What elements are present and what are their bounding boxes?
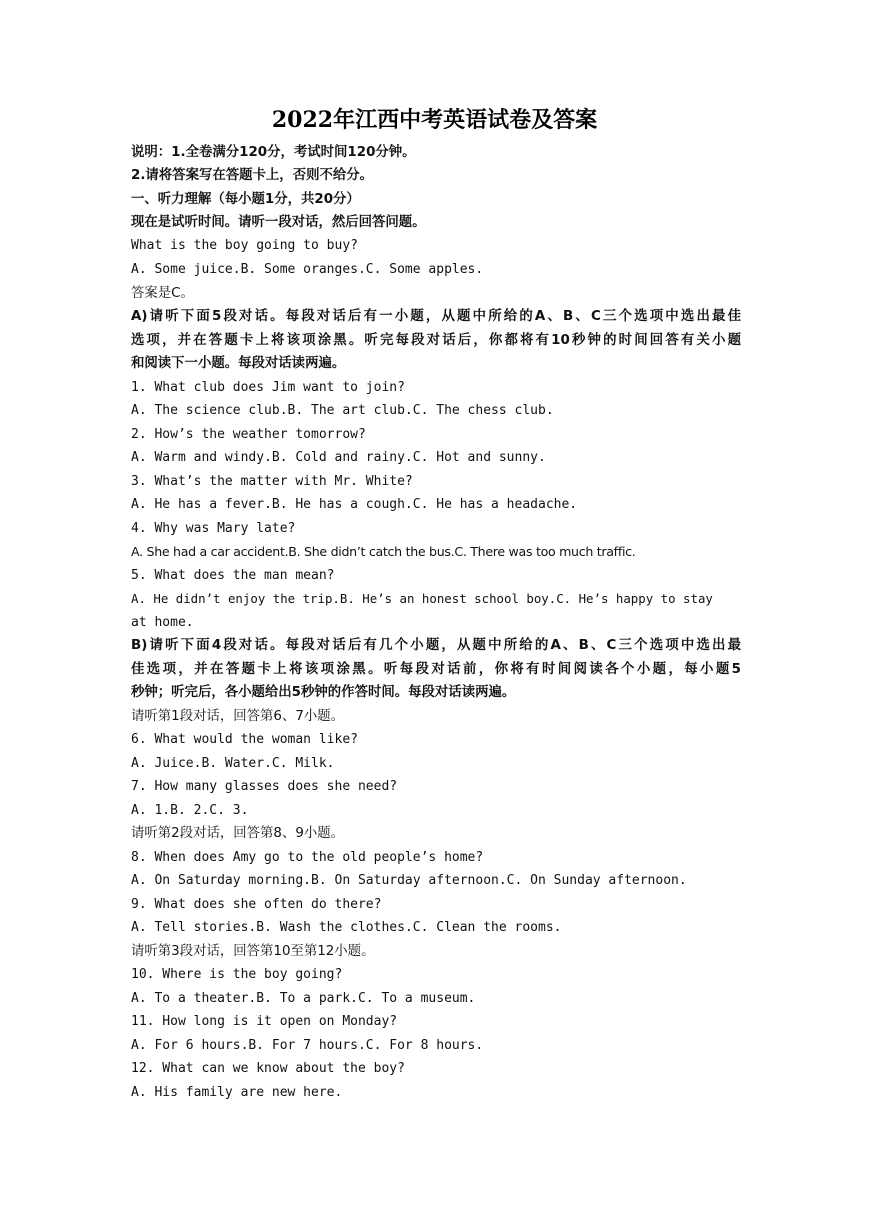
question-text: 5. What does the man mean? xyxy=(131,568,335,583)
question-text: 11. How long is it open on Monday? xyxy=(131,1014,398,1029)
question-text: 4. Why was Mary late? xyxy=(131,521,296,536)
answer-options: A. On Saturday morning.B. On Saturday afternoon.C. On Sunday afternoon. xyxy=(131,873,687,888)
answer-options: A. Tell stories.B. Wash the clothes.C. Clean the rooms. xyxy=(131,920,562,935)
answer-options: A. Juice.B. Water.C. Milk. xyxy=(131,756,335,771)
answer-options-continued: at home. xyxy=(131,615,194,630)
answer-options: A. He has a fever.B. He has a cough.C. He has a headache. xyxy=(131,497,578,512)
answer-options: A. To a theater.B. To a park.C. To a museum. xyxy=(131,991,476,1006)
answer-options: A. 1.B. 2.C. 3. xyxy=(131,803,249,818)
instruction-text: 佳选项，并在答题卡上将该项涂黑。听每段对话前，你将有时间阅读各个小题，每小题5 xyxy=(131,662,741,677)
dialogue-intro: 请听第3段对话，回答第10至第12小题。 xyxy=(131,944,375,959)
question-text: 6. What would the woman like? xyxy=(131,732,358,747)
answer-options: A. His family are new here. xyxy=(131,1085,343,1100)
question-text: What is the boy going to buy? xyxy=(131,238,358,253)
answer-options: A. Warm and windy.B. Cold and rainy.C. Hot and sunny. xyxy=(131,450,546,465)
instructions-note: 说明：1.全卷满分120分，考试时间120分钟。 xyxy=(131,145,416,160)
answer-text: 答案是C。 xyxy=(131,286,194,301)
question-text: 2. How’s the weather tomorrow? xyxy=(131,427,366,442)
question-text: 12. What can we know about the boy? xyxy=(131,1061,405,1076)
answer-options: A. He didn’t enjoy the trip.B. He’s an honest school boy.C. He’s happy to stay xyxy=(131,591,713,606)
answer-options: A. She had a car accident.B. She didn’t catch the bus.C. There was too much traffic. xyxy=(131,544,636,559)
instruction-text: A)请听下面5段对话。每段对话后有一小题，从题中所给的A、B、C三个选项中选出最佳 xyxy=(131,309,741,324)
question-text: 3. What’s the matter with Mr. White? xyxy=(131,474,413,489)
dialogue-intro: 请听第1段对话，回答第6、7小题。 xyxy=(131,709,345,724)
instruction-text: 秒钟；听完后，各小题给出5秒钟的作答时间。每段对话读两遍。 xyxy=(131,685,516,700)
question-text: 7. How many glasses does she need? xyxy=(131,779,398,794)
instruction-text: 和阅读下一小题。每段对话读两遍。 xyxy=(131,356,346,371)
question-text: 10. Where is the boy going? xyxy=(131,967,343,982)
instruction-text: 选项，并在答题卡上将该项涂黑。听完每段对话后，你都将有10秒钟的时间回答有关小题 xyxy=(131,333,741,348)
question-text: 8. When does Amy go to the old people’s home? xyxy=(131,850,484,865)
dialogue-intro: 请听第2段对话，回答第8、9小题。 xyxy=(131,826,345,841)
instruction-text: B)请听下面4段对话。每段对话后有几个小题，从题中所给的A、B、C三个选项中选出最 xyxy=(131,638,741,653)
page-title: 2022年江西中考英语试卷及答案 xyxy=(271,107,598,133)
answer-options: A. The science club.B. The art club.C. The chess club. xyxy=(131,403,554,418)
question-text: 1. What club does Jim want to join? xyxy=(131,380,405,395)
section-heading: 一、听力理解（每小题1分，共20分） xyxy=(131,192,360,207)
answer-options: A. Some juice.B. Some oranges.C. Some apples. xyxy=(131,262,484,277)
question-text: 9. What does she often do there? xyxy=(131,897,382,912)
instruction-text: 现在是试听时间。请听一段对话，然后回答问题。 xyxy=(131,215,426,230)
answer-options: A. For 6 hours.B. For 7 hours.C. For 8 hours. xyxy=(131,1038,484,1053)
instructions-note: 2.请将答案写在答题卡上，否则不给分。 xyxy=(131,168,374,183)
